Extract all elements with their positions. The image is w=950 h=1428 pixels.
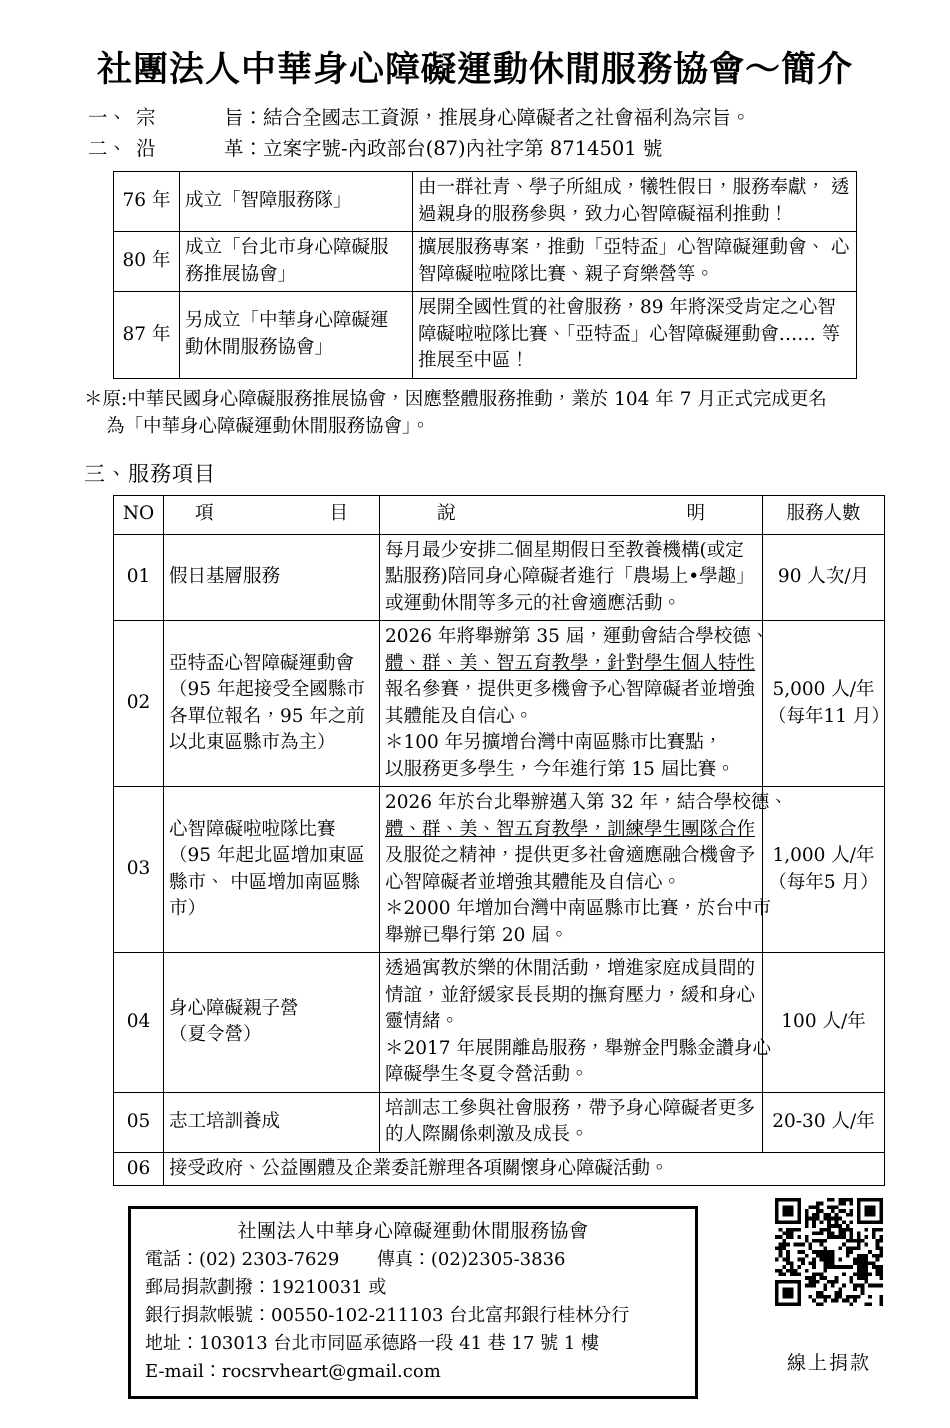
- service-desc: [380, 621, 770, 787]
- service-desc-line: 體、群、美、智五育教學，針對學生個人特性: [385, 652, 756, 674]
- intro-line-purpose: [88, 102, 950, 133]
- service-desc-line: 透過寓教於樂的休閒活動，增進家庭成員間的: [385, 958, 756, 979]
- history-table-wrap: [0, 171, 950, 379]
- table-row: [114, 621, 885, 787]
- qr-area: [744, 1198, 914, 1375]
- service-desc-line: 舉辦已舉行第 20 屆。: [385, 924, 569, 946]
- service-desc: [380, 534, 763, 621]
- column-header-desc-left: 說: [437, 503, 456, 525]
- footnote-line-1: ＊原:中華民國身心障礙服務推展協會，因應整體服務推動，業於 104 年 7 月正式完成更名: [84, 388, 827, 410]
- service-desc-line: 靈情緒。: [385, 1011, 460, 1032]
- service-desc-line: 或運動休閒等多元的社會適應活動。: [385, 592, 682, 614]
- service-count: [763, 953, 885, 1093]
- service-item-line: 各單位報名，95 年之前: [169, 705, 365, 727]
- contact-phone-fax: [145, 1246, 681, 1274]
- service-desc-line: 的人際關係刺激及成長。: [385, 1124, 589, 1145]
- column-header-no: NO: [114, 495, 164, 534]
- history-desc-line: 擴展服務專案，推動「亞特盃」心智障礙運動會、: [418, 237, 826, 258]
- intro-block: [0, 102, 950, 164]
- service-desc-line: 2026 年於台北舉辦邁入第 32 年，結合學校德、: [385, 792, 788, 813]
- service-item-line: 身心障礙親子營: [169, 997, 299, 1019]
- service-desc-line: ＊100 年另擴增台灣中南區縣市比賽點，: [385, 732, 723, 753]
- table-row: [114, 787, 885, 953]
- history-name-line: 務推展協會」: [185, 263, 297, 285]
- history-name: [180, 172, 413, 232]
- history-desc: [413, 292, 857, 379]
- table-row: [114, 292, 857, 379]
- service-desc-line: ＊2017 年展開離島服務，舉辦金門縣金讚身心: [385, 1037, 771, 1059]
- service-item: [164, 787, 380, 953]
- history-desc-line: 心智障礙啦啦隊比賽、親子育樂營等。: [418, 237, 850, 285]
- service-fullwidth-text: 接受政府、公益團體及企業委託辦理各項關懷身心障礙活動。: [164, 1152, 885, 1186]
- qr-code-icon[interactable]: [775, 1198, 883, 1306]
- intro-label-2: 革: [224, 137, 244, 160]
- service-no: 04: [114, 953, 164, 1093]
- qr-label: 線上捐款: [786, 1352, 871, 1374]
- service-item-line: （夏令營）: [169, 1024, 262, 1046]
- bottom-area: [0, 1198, 950, 1428]
- service-desc: [380, 1092, 763, 1152]
- service-item-line: 假日基層服務: [169, 566, 281, 587]
- service-item-line: 志工培訓養成: [169, 1110, 281, 1132]
- service-no: 02: [114, 621, 164, 787]
- table-header-row: [114, 495, 885, 534]
- column-header-desc-right: 明: [686, 503, 705, 525]
- service-item-line: （95 年起北區增加東區: [169, 845, 365, 866]
- service-no: 03: [114, 787, 164, 953]
- service-desc-line: 心智障礙者並增強其體能及自信心。: [385, 871, 682, 893]
- service-desc-line: 其體能及自信心。: [385, 705, 534, 727]
- column-header-count: 服務人數: [763, 495, 885, 534]
- service-count-line: 1,000 人/年: [772, 845, 875, 866]
- service-item: [164, 621, 380, 787]
- intro-label: 沿: [136, 137, 156, 160]
- table-row: [114, 953, 885, 1093]
- intro-label: 宗: [136, 106, 156, 129]
- history-desc: [413, 172, 857, 232]
- service-desc: [380, 787, 788, 953]
- contact-postal-account: 郵局捐款劃撥：19210031 或: [145, 1277, 387, 1298]
- service-desc-line: 每月最少安排二個星期假日至教養機構(或定: [385, 539, 744, 561]
- service-no: 05: [114, 1092, 164, 1152]
- history-name-line: 成立「智障服務隊」: [185, 190, 352, 212]
- table-row: [114, 1092, 885, 1152]
- history-year: 80 年: [114, 232, 180, 292]
- intro-line-history: [88, 133, 950, 164]
- service-item-line: 心智障礙啦啦隊比賽: [169, 818, 336, 840]
- history-name-line: 成立「台北市身心障礙服: [185, 237, 389, 258]
- history-year: 76 年: [114, 172, 180, 232]
- service-item: [164, 1092, 380, 1152]
- intro-number: 二、: [88, 137, 128, 160]
- history-desc-line: 等推展至中區！: [418, 323, 841, 371]
- service-desc-line: 培訓志工參與社會服務，帶予身心障礙者更多: [385, 1097, 756, 1119]
- column-header-item: [164, 495, 380, 534]
- service-desc-line: 情誼，並舒緩家長長期的撫育壓力，緩和身心: [385, 984, 756, 1006]
- history-desc-line: 展開全國性質的社會服務，89 年將深受肯定之心智: [418, 297, 836, 318]
- column-header-item-left: 項: [195, 503, 214, 525]
- service-no: 06: [114, 1152, 164, 1186]
- table-row: [114, 534, 885, 621]
- service-no: 01: [114, 534, 164, 621]
- intro-value: ：結合全國志工資源，推展身心障礙者之社會福利為宗旨。: [243, 106, 751, 129]
- service-desc-line: 及服從之精神，提供更多社會適應融合機會予: [385, 845, 756, 866]
- service-count-line: 5,000 人/年: [772, 679, 875, 700]
- section-heading-services: 三、服務項目: [84, 461, 216, 486]
- history-name-line: 另成立「中華身心障礙運: [185, 310, 389, 332]
- column-header-item-right: 目: [329, 503, 348, 525]
- contact-fax: 傳真：(02)2305-3836: [376, 1249, 566, 1270]
- service-desc-line: ＊2000 年增加台灣中南區縣市比賽，於台中市: [385, 898, 771, 919]
- service-count-line: （每年5 月）: [768, 871, 879, 893]
- history-desc-line: 障礙啦啦隊比賽、「亞特盃」心智障礙運動會……: [418, 323, 816, 345]
- service-item: [164, 534, 380, 621]
- service-desc-line: 障礙學生冬夏令營活動。: [385, 1064, 589, 1085]
- service-desc: [380, 953, 771, 1093]
- service-count-line: 90 人次/月: [777, 566, 870, 587]
- service-table: [113, 495, 890, 1187]
- service-item: [164, 953, 380, 1093]
- intro-number: 一、: [88, 106, 128, 129]
- history-name: [180, 292, 413, 379]
- service-count-line: 100 人/年: [781, 1011, 866, 1032]
- page-title: 社團法人中華身心障礙運動休閒服務協會～簡介: [96, 49, 853, 90]
- footnote-line-2: 為「中華身心障礙運動休閒服務協會」。: [106, 415, 430, 437]
- contact-address: 地址：103013 台北市同區承德路一段 41 巷 17 號 1 樓: [145, 1333, 600, 1354]
- contact-bank-account: 銀行捐款帳號：00550-102-211103 台北富邦銀行桂林分行: [145, 1305, 630, 1326]
- intro-value: ：立案字號-內政部台(87)內社字第 8714501 號: [243, 137, 663, 160]
- service-table-wrap: [0, 495, 950, 1187]
- history-table: [113, 171, 857, 379]
- column-header-desc: [380, 495, 763, 534]
- service-item-line: （95 年起接受全國縣市: [169, 679, 365, 700]
- service-count: [763, 621, 890, 787]
- table-row: [114, 1152, 885, 1186]
- service-desc-line: 以服務更多學生，今年進行第 15 屆比賽。: [385, 758, 735, 780]
- service-count: [763, 534, 885, 621]
- service-desc-line: 體、群、美、智五育教學，訓練學生團隊合作: [385, 818, 756, 840]
- service-item-line: 市）: [169, 898, 207, 919]
- footnote: [0, 386, 950, 440]
- history-year: 87 年: [114, 292, 180, 379]
- contact-email: E-mail：rocsrvheart@gmail.com: [145, 1361, 441, 1382]
- contact-box: [128, 1206, 698, 1399]
- service-item-line: 亞特盃心智障礙運動會: [169, 652, 355, 674]
- history-name: [180, 232, 413, 292]
- history-desc: [413, 232, 857, 292]
- contact-phone: 電話：(02) 2303-7629: [145, 1249, 340, 1270]
- service-desc-line: 報名參賽，提供更多機會予心智障礙者並增強: [385, 679, 756, 700]
- table-row: [114, 232, 857, 292]
- service-desc-line: 2026 年將舉辦第 35 屆，運動會結合學校德、: [385, 626, 770, 647]
- service-desc-line: 點服務)陪同身心障礙者進行「農場上•學趣」: [385, 566, 755, 587]
- history-name-line: 動休閒服務協會」: [185, 336, 334, 358]
- table-row: [114, 172, 857, 232]
- history-desc-line: 透過親身的服務參與，致力心智障礙福利推動！: [418, 177, 850, 225]
- intro-label-2: 旨: [224, 106, 244, 129]
- history-desc-line: 由一群社青、學子所組成，犧牲假日，服務奉獻，: [418, 177, 826, 198]
- service-count-line: （每年11 月）: [768, 705, 890, 727]
- service-item-line: 縣市、 中區增加南區縣: [169, 871, 360, 893]
- service-count-line: 20-30 人/年: [772, 1110, 875, 1132]
- contact-org-name: 社團法人中華身心障礙運動休閒服務協會: [237, 1220, 589, 1242]
- service-count: [763, 1092, 885, 1152]
- service-item-line: 以北東區縣市為主）: [169, 732, 336, 753]
